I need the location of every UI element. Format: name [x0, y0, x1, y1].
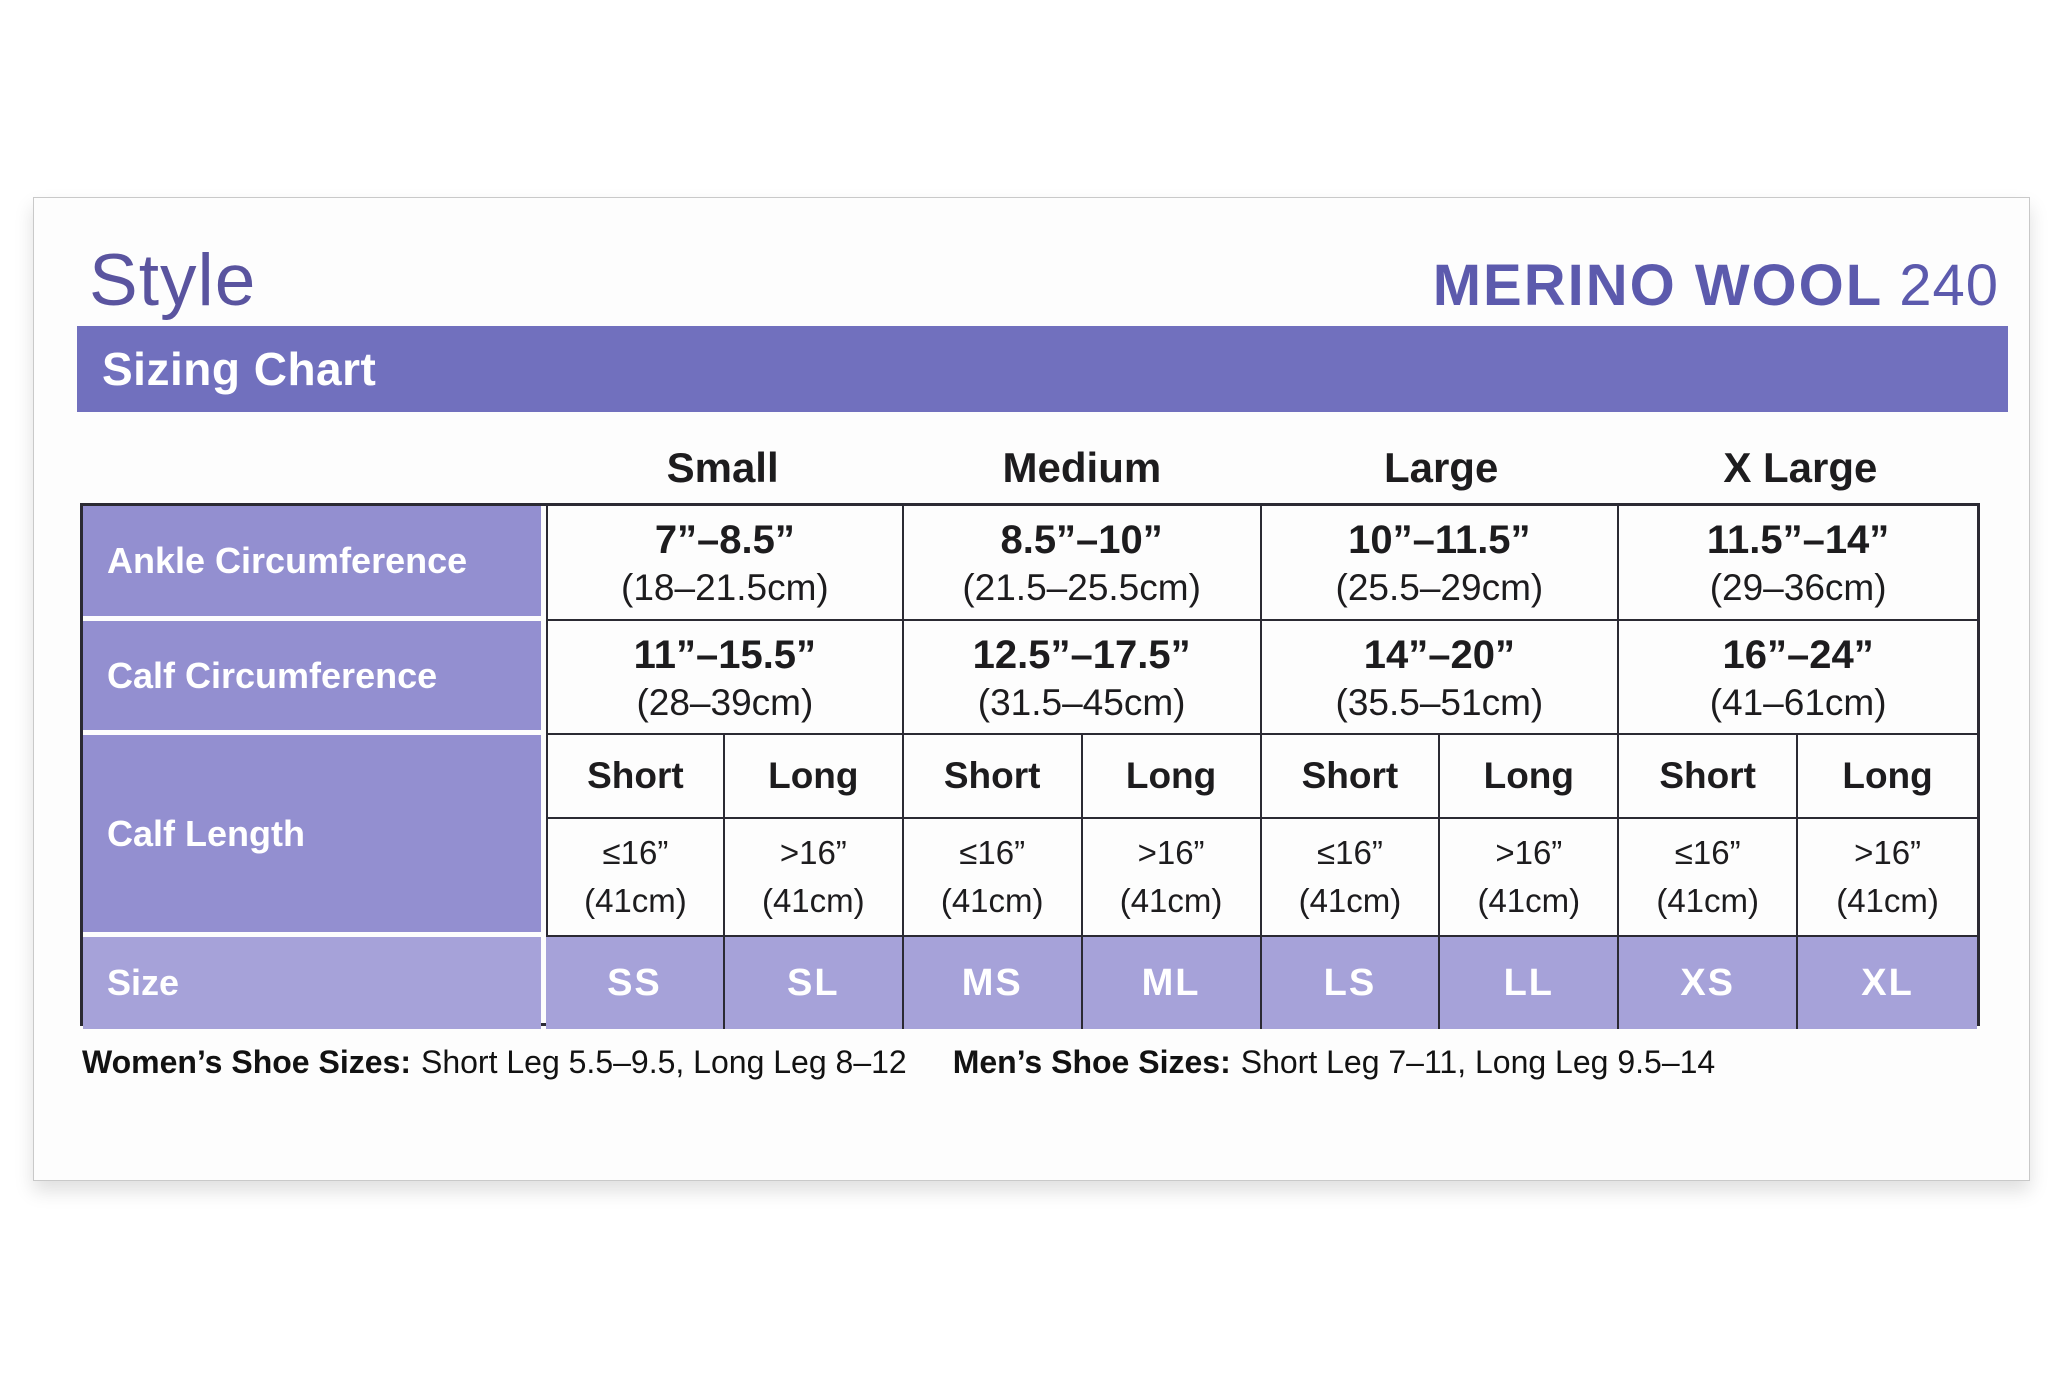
subheader-label: Short	[1301, 755, 1399, 796]
group-header-small: Small	[666, 444, 779, 491]
ankle-large-cm: (25.5–29cm)	[1335, 567, 1544, 609]
subheader-medium-long	[1083, 735, 1262, 819]
subheader-small-long	[725, 735, 904, 819]
ankle-value-large	[1262, 506, 1620, 621]
group-header-x-large: X Large	[1723, 444, 1878, 491]
length-inches: ≤16”	[959, 834, 1026, 872]
brand-number: 240	[1899, 253, 1999, 318]
length-value-small-short	[546, 819, 725, 937]
size-cell-ll: LL	[1440, 937, 1619, 1029]
subheader-small-short	[546, 735, 725, 819]
banner-title: Sizing Chart	[102, 343, 377, 395]
calf-value-medium	[904, 621, 1262, 735]
calf-large-cm: (35.5–51cm)	[1335, 681, 1544, 723]
subheader-x-large-short	[1619, 735, 1798, 819]
size-cell-ss: SS	[546, 937, 725, 1029]
brand-name: MERINO WOOL	[1432, 253, 1884, 318]
style-title: Style	[89, 240, 257, 321]
size-cell-ml: ML	[1083, 937, 1262, 1029]
ankle-value-x-large	[1619, 506, 1977, 621]
size-cell-ms: MS	[904, 937, 1083, 1029]
length-value-large-short	[1262, 819, 1441, 937]
subheader-label: Short	[943, 755, 1041, 796]
length-value-x-large-long	[1798, 819, 1977, 937]
length-inches: >16”	[1495, 834, 1563, 872]
ankle-small-inches: 7”–8.5”	[654, 518, 795, 563]
sizing-chart-card	[33, 197, 2030, 1181]
length-cm: (41cm)	[761, 882, 865, 919]
subheader-medium-short	[904, 735, 1083, 819]
length-cm: (41cm)	[584, 882, 687, 919]
calf-small-cm: (28–39cm)	[636, 681, 814, 723]
calf-medium-cm: (31.5–45cm)	[977, 681, 1186, 723]
subheader-label: Long	[1483, 755, 1575, 796]
sizing-table	[80, 503, 1980, 1026]
row-label-calf-circumference: Calf Circumference	[83, 621, 541, 730]
length-value-medium-long	[1083, 819, 1262, 937]
ankle-value-medium	[904, 506, 1262, 621]
length-cm: (41cm)	[940, 882, 1044, 919]
calf-small-inches: 11”–15.5”	[633, 632, 817, 677]
length-cm: (41cm)	[1477, 882, 1581, 919]
brand-title	[1432, 253, 1999, 318]
length-value-large-long	[1440, 819, 1619, 937]
length-cm: (41cm)	[1298, 882, 1402, 919]
row-label-size: Size	[83, 937, 541, 1029]
ankle-small-cm: (18–21.5cm)	[621, 567, 829, 609]
subheader-x-large-long	[1798, 735, 1977, 819]
calf-value-x-large	[1619, 621, 1977, 735]
length-inches: >16”	[1854, 834, 1922, 872]
subheader-label: Long	[768, 755, 859, 796]
size-cell-ls: LS	[1262, 937, 1441, 1029]
length-value-x-large-short	[1619, 819, 1798, 937]
length-cm: (41cm)	[1656, 882, 1760, 919]
row-label-ankle-circumference: Ankle Circumference	[83, 506, 541, 616]
ankle-x-large-inches: 11.5”–14”	[1706, 518, 1890, 563]
size-cell-xs: XS	[1619, 937, 1798, 1029]
length-inches: ≤16”	[1674, 834, 1741, 872]
length-cm: (41cm)	[1119, 882, 1223, 919]
shoe-sizes-footer	[82, 1044, 1715, 1081]
length-inches: ≤16”	[602, 834, 669, 872]
length-cm: (41cm)	[1836, 882, 1939, 919]
calf-large-inches: 14”–20”	[1363, 632, 1515, 677]
length-inches: >16”	[779, 834, 847, 872]
calf-medium-inches: 12.5”–17.5”	[972, 632, 1191, 677]
sizing-chart-banner	[77, 326, 2008, 412]
ankle-x-large-cm: (29–36cm)	[1709, 567, 1887, 609]
group-header-medium: Medium	[1002, 444, 1162, 491]
calf-x-large-inches: 16”–24”	[1722, 632, 1874, 677]
length-inches: ≤16”	[1317, 834, 1383, 872]
title-row	[89, 240, 1999, 321]
ankle-medium-inches: 8.5”–10”	[1000, 518, 1163, 563]
length-value-medium-short	[904, 819, 1083, 937]
ankle-medium-cm: (21.5–25.5cm)	[962, 567, 1201, 609]
subheader-large-short	[1262, 735, 1441, 819]
subheader-label: Short	[1659, 755, 1756, 796]
size-group-headers	[80, 436, 1980, 500]
length-inches: >16”	[1137, 834, 1205, 872]
calf-value-large	[1262, 621, 1620, 735]
mens-shoe-sizes-text: Short Leg 7–11, Long Leg 9.5–14	[1240, 1044, 1716, 1080]
subheader-label: Long	[1842, 755, 1933, 796]
ankle-large-inches: 10”–11.5”	[1348, 518, 1531, 563]
subheader-label: Long	[1125, 755, 1217, 796]
length-value-small-long	[725, 819, 904, 937]
size-cell-sl: SL	[725, 937, 904, 1029]
size-cell-xl: XL	[1798, 937, 1977, 1029]
womens-shoe-sizes-text: Short Leg 5.5–9.5, Long Leg 8–12	[420, 1044, 907, 1080]
subheader-large-long	[1440, 735, 1619, 819]
calf-x-large-cm: (41–61cm)	[1709, 681, 1887, 723]
ankle-value-small	[546, 506, 904, 621]
subheader-label: Short	[587, 755, 684, 796]
group-header-large: Large	[1383, 444, 1499, 491]
row-label-calf-length: Calf Length	[83, 735, 541, 932]
calf-value-small	[546, 621, 904, 735]
mens-shoe-sizes-label: Men’s Shoe Sizes:	[952, 1044, 1231, 1080]
womens-shoe-sizes-label: Women’s Shoe Sizes:	[82, 1044, 411, 1080]
